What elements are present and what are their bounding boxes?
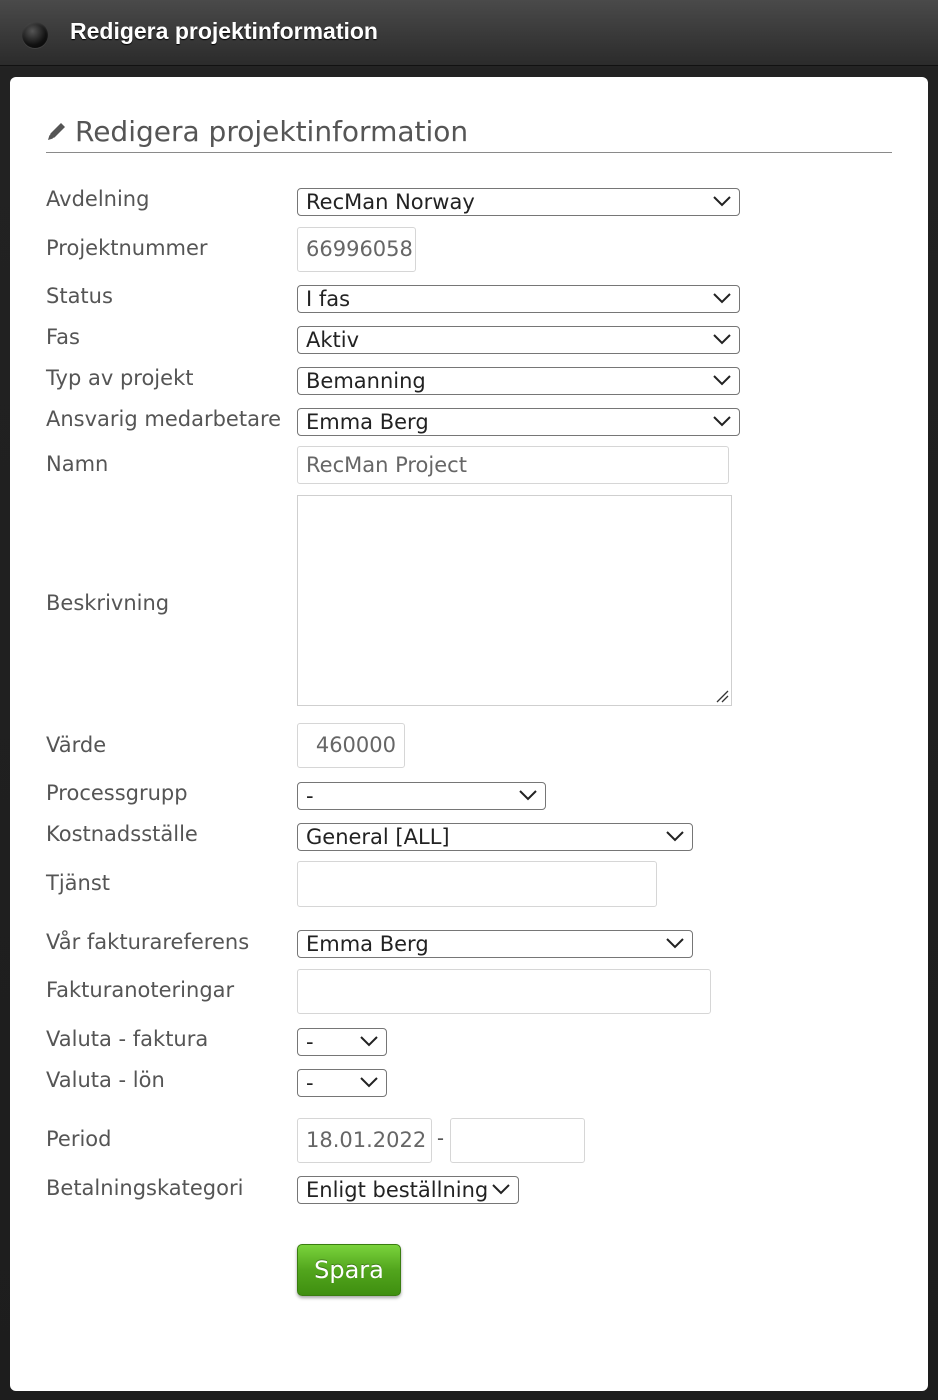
save-button[interactable]: Spara [297, 1244, 401, 1296]
chevron-down-icon [713, 291, 731, 305]
label-kostnadsstalle: Kostnadsställe [46, 822, 198, 846]
var-fakturareferens-select[interactable] [297, 930, 693, 958]
valuta-faktura-value: - [306, 1030, 314, 1054]
betalningskategori-select[interactable] [297, 1176, 519, 1204]
kostnadsstalle-select[interactable] [297, 823, 693, 851]
valuta-lon-value: - [306, 1071, 314, 1095]
label-tjanst: Tjänst [46, 871, 111, 895]
label-processgrupp: Processgrupp [46, 781, 188, 805]
edit-project-form [10, 77, 928, 1391]
ansvarig-medarbetare-select[interactable] [297, 408, 740, 436]
label-fas: Fas [46, 325, 80, 349]
namn-field[interactable]: RecMan Project [297, 446, 729, 484]
chevron-down-icon [360, 1034, 378, 1048]
label-period: Period [46, 1127, 112, 1151]
label-var-fakturareferens: Vår fakturareferens [46, 930, 250, 954]
window-title: Redigera projektinformation [70, 18, 378, 44]
label-valuta-lon: Valuta - lön [46, 1068, 165, 1092]
beskrivning-textarea[interactable] [297, 495, 732, 706]
window-control-button[interactable] [22, 22, 48, 48]
projektnummer-field[interactable]: 66996058 [297, 227, 416, 272]
avdelning-value: RecMan Norway [306, 190, 475, 214]
label-valuta-faktura: Valuta - faktura [46, 1027, 209, 1051]
form-heading-text: Redigera projektinformation [75, 115, 469, 148]
label-typ-av-projekt: Typ av projekt [46, 366, 194, 390]
label-betalningskategori: Betalningskategori [46, 1176, 244, 1200]
form-heading [46, 115, 892, 153]
fas-value: Aktiv [306, 328, 360, 352]
varde-field[interactable]: 460000 [297, 723, 405, 768]
period-separator: - [437, 1127, 444, 1150]
ansvarig-medarbetare-value: Emma Berg [306, 410, 429, 434]
label-fakturanoteringar: Fakturanoteringar [46, 978, 235, 1002]
chevron-down-icon [519, 788, 537, 802]
chevron-down-icon [666, 829, 684, 843]
valuta-lon-select[interactable] [297, 1069, 387, 1097]
avdelning-select[interactable] [297, 188, 740, 216]
tjanst-field[interactable] [297, 861, 657, 907]
fas-select[interactable] [297, 326, 740, 354]
label-avdelning: Avdelning [46, 187, 150, 211]
chevron-down-icon [492, 1182, 510, 1196]
pencil-icon [46, 120, 68, 142]
processgrupp-value: - [306, 784, 314, 808]
label-beskrivning: Beskrivning [46, 591, 170, 615]
period-start-field[interactable]: 18.01.2022 [297, 1118, 432, 1163]
label-namn: Namn [46, 452, 109, 476]
processgrupp-select[interactable] [297, 782, 546, 810]
chevron-down-icon [360, 1075, 378, 1089]
chevron-down-icon [713, 373, 731, 387]
chevron-down-icon [713, 414, 731, 428]
label-status: Status [46, 284, 113, 308]
label-projektnummer: Projektnummer [46, 236, 208, 260]
resize-grip-icon[interactable] [715, 689, 729, 703]
label-ansvarig-medarbetare: Ansvarig medarbetare [46, 407, 282, 431]
var-fakturareferens-value: Emma Berg [306, 932, 429, 956]
kostnadsstalle-value: General [ALL] [306, 825, 450, 849]
status-select[interactable] [297, 285, 740, 313]
chevron-down-icon [713, 332, 731, 346]
fakturanoteringar-field[interactable] [297, 969, 711, 1014]
chevron-down-icon [713, 194, 731, 208]
label-varde: Värde [46, 733, 107, 757]
betalningskategori-value: Enligt beställning [306, 1178, 489, 1202]
window-titlebar [0, 0, 938, 66]
typ-av-projekt-value: Bemanning [306, 369, 426, 393]
typ-av-projekt-select[interactable] [297, 367, 740, 395]
valuta-faktura-select[interactable] [297, 1028, 387, 1056]
status-value: I fas [306, 287, 351, 311]
chevron-down-icon [666, 936, 684, 950]
period-end-field[interactable] [450, 1118, 585, 1163]
